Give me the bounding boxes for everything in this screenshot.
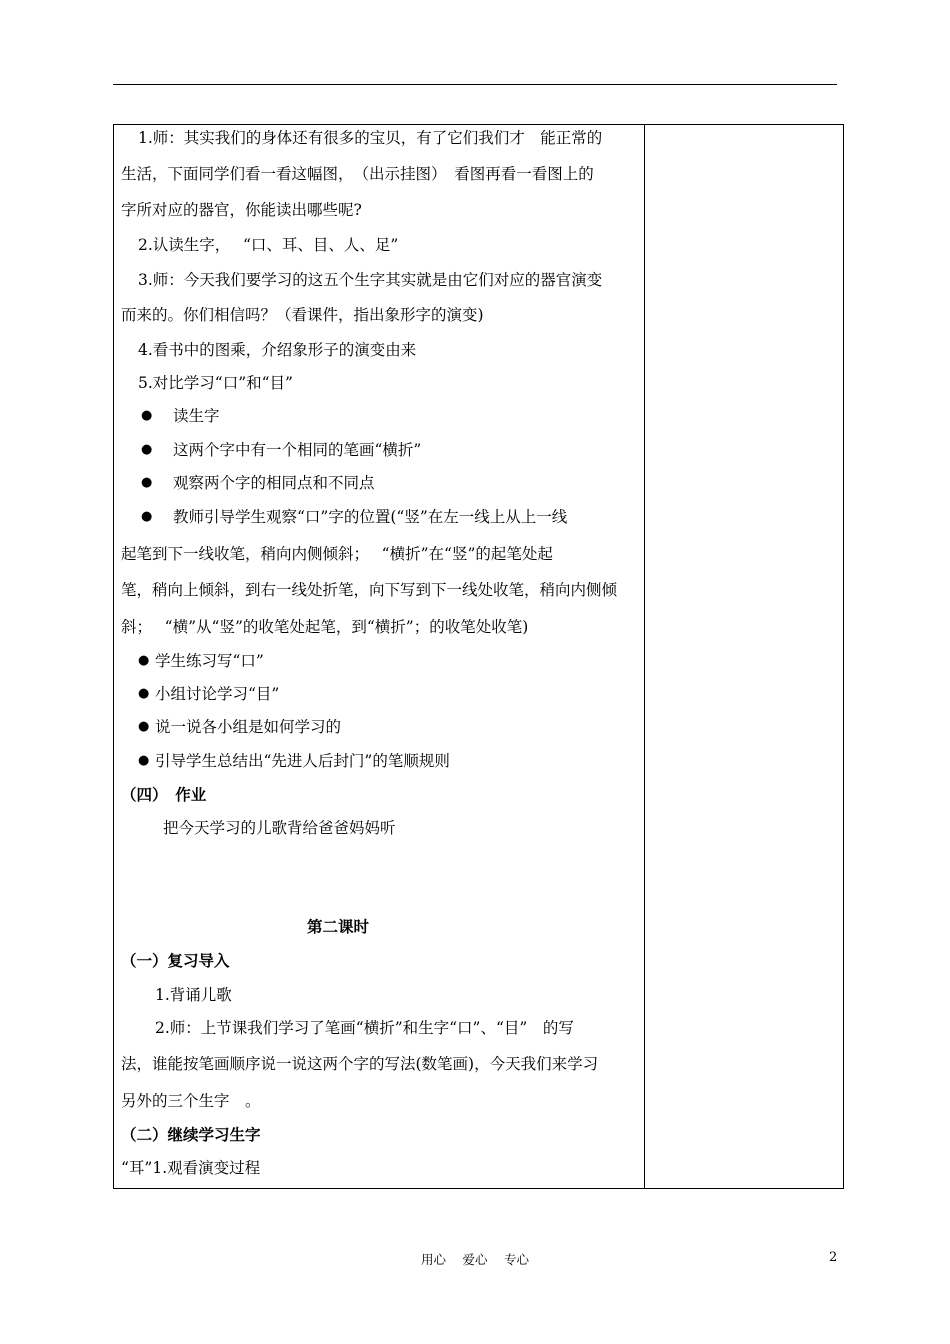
bullet-icon: ● <box>138 753 150 768</box>
bullet-item: 小组讨论学习“目” <box>155 685 280 703</box>
text-line: 字所对应的器官，你能读出哪些呢? <box>121 201 362 219</box>
text-line: 5.对比学习“口”和“目” <box>138 374 293 392</box>
text-line: 1.背诵儿歌 <box>155 986 232 1004</box>
bullet-icon: ● <box>138 686 150 701</box>
bullet-item: 引导学生总结出“先进人后封门”的笔顺规则 <box>155 752 450 770</box>
bullet-icon: ● <box>141 442 153 457</box>
bullet-item: 说一说各小组是如何学习的 <box>155 718 342 736</box>
text-line: 另外的三个生字 。 <box>121 1092 261 1110</box>
bullet-icon: ● <box>141 408 153 423</box>
text-line: “耳”1.观看演变过程 <box>121 1159 261 1177</box>
text-line: 笔，稍向上倾斜，到右一线处折笔，向下写到下一线处收笔，稍向内侧倾 <box>121 581 618 599</box>
footer-motto: 用心 爱心 专心 <box>421 1252 529 1267</box>
section-heading: （二）继续学习生字 <box>121 1125 261 1144</box>
bullet-item: 学生练习写“口” <box>155 652 264 670</box>
text-line: 起笔到下一线收笔，稍向内侧倾斜； “横折”在“竖”的起笔处起 <box>121 545 553 563</box>
section-heading: （四） 作业 <box>121 785 207 804</box>
text-line: 4.看书中的图乘，介绍象形子的演变由来 <box>138 341 417 359</box>
bullet-item: 教师引导学生观察“口”字的位置(“竖”在左一线上从上一线 <box>173 508 568 526</box>
text-line: 1.师：其实我们的身体还有很多的宝贝，有了它们我们才 能正常的 <box>138 129 603 147</box>
section-heading: （一）复习导入 <box>121 951 230 970</box>
text-line: 2.认读生字， “口、耳、目、人、足” <box>138 236 399 254</box>
column-divider <box>644 125 645 1188</box>
bullet-icon: ● <box>141 475 153 490</box>
header-rule <box>113 84 837 85</box>
bullet-icon: ● <box>138 719 150 734</box>
text-line: 2.师：上节课我们学习了笔画“横折”和生字“口”、“目” 的写 <box>155 1019 574 1037</box>
bullet-icon: ● <box>138 653 150 668</box>
text-line: 斜； “横”从“竖”的收笔处起笔，到“横折”；的收笔处收笔) <box>121 618 529 636</box>
text-line: 把今天学习的儿歌背给爸爸妈妈听 <box>163 819 396 837</box>
lesson-title: 第二课时 <box>307 917 370 936</box>
bullet-item: 读生字 <box>173 407 220 425</box>
page-number: 2 <box>829 1250 838 1265</box>
bullet-item: 这两个字中有一个相同的笔画“横折” <box>173 441 422 459</box>
text-line: 而来的。你们相信吗？（看课件，指出象形字的演变) <box>121 306 484 324</box>
text-line: 法，谁能按笔画顺序说一说这两个字的写法(数笔画)，今天我们来学习 <box>121 1055 599 1073</box>
bullet-item: 观察两个字的相同点和不同点 <box>173 474 375 492</box>
bullet-icon: ● <box>141 509 153 524</box>
text-line: 生活，下面同学们看一看这幅图， （出示挂图） 看图再看一看图上的 <box>121 165 594 183</box>
text-line: 3.师：今天我们要学习的这五个生字其实就是由它们对应的器官演变 <box>138 271 603 289</box>
